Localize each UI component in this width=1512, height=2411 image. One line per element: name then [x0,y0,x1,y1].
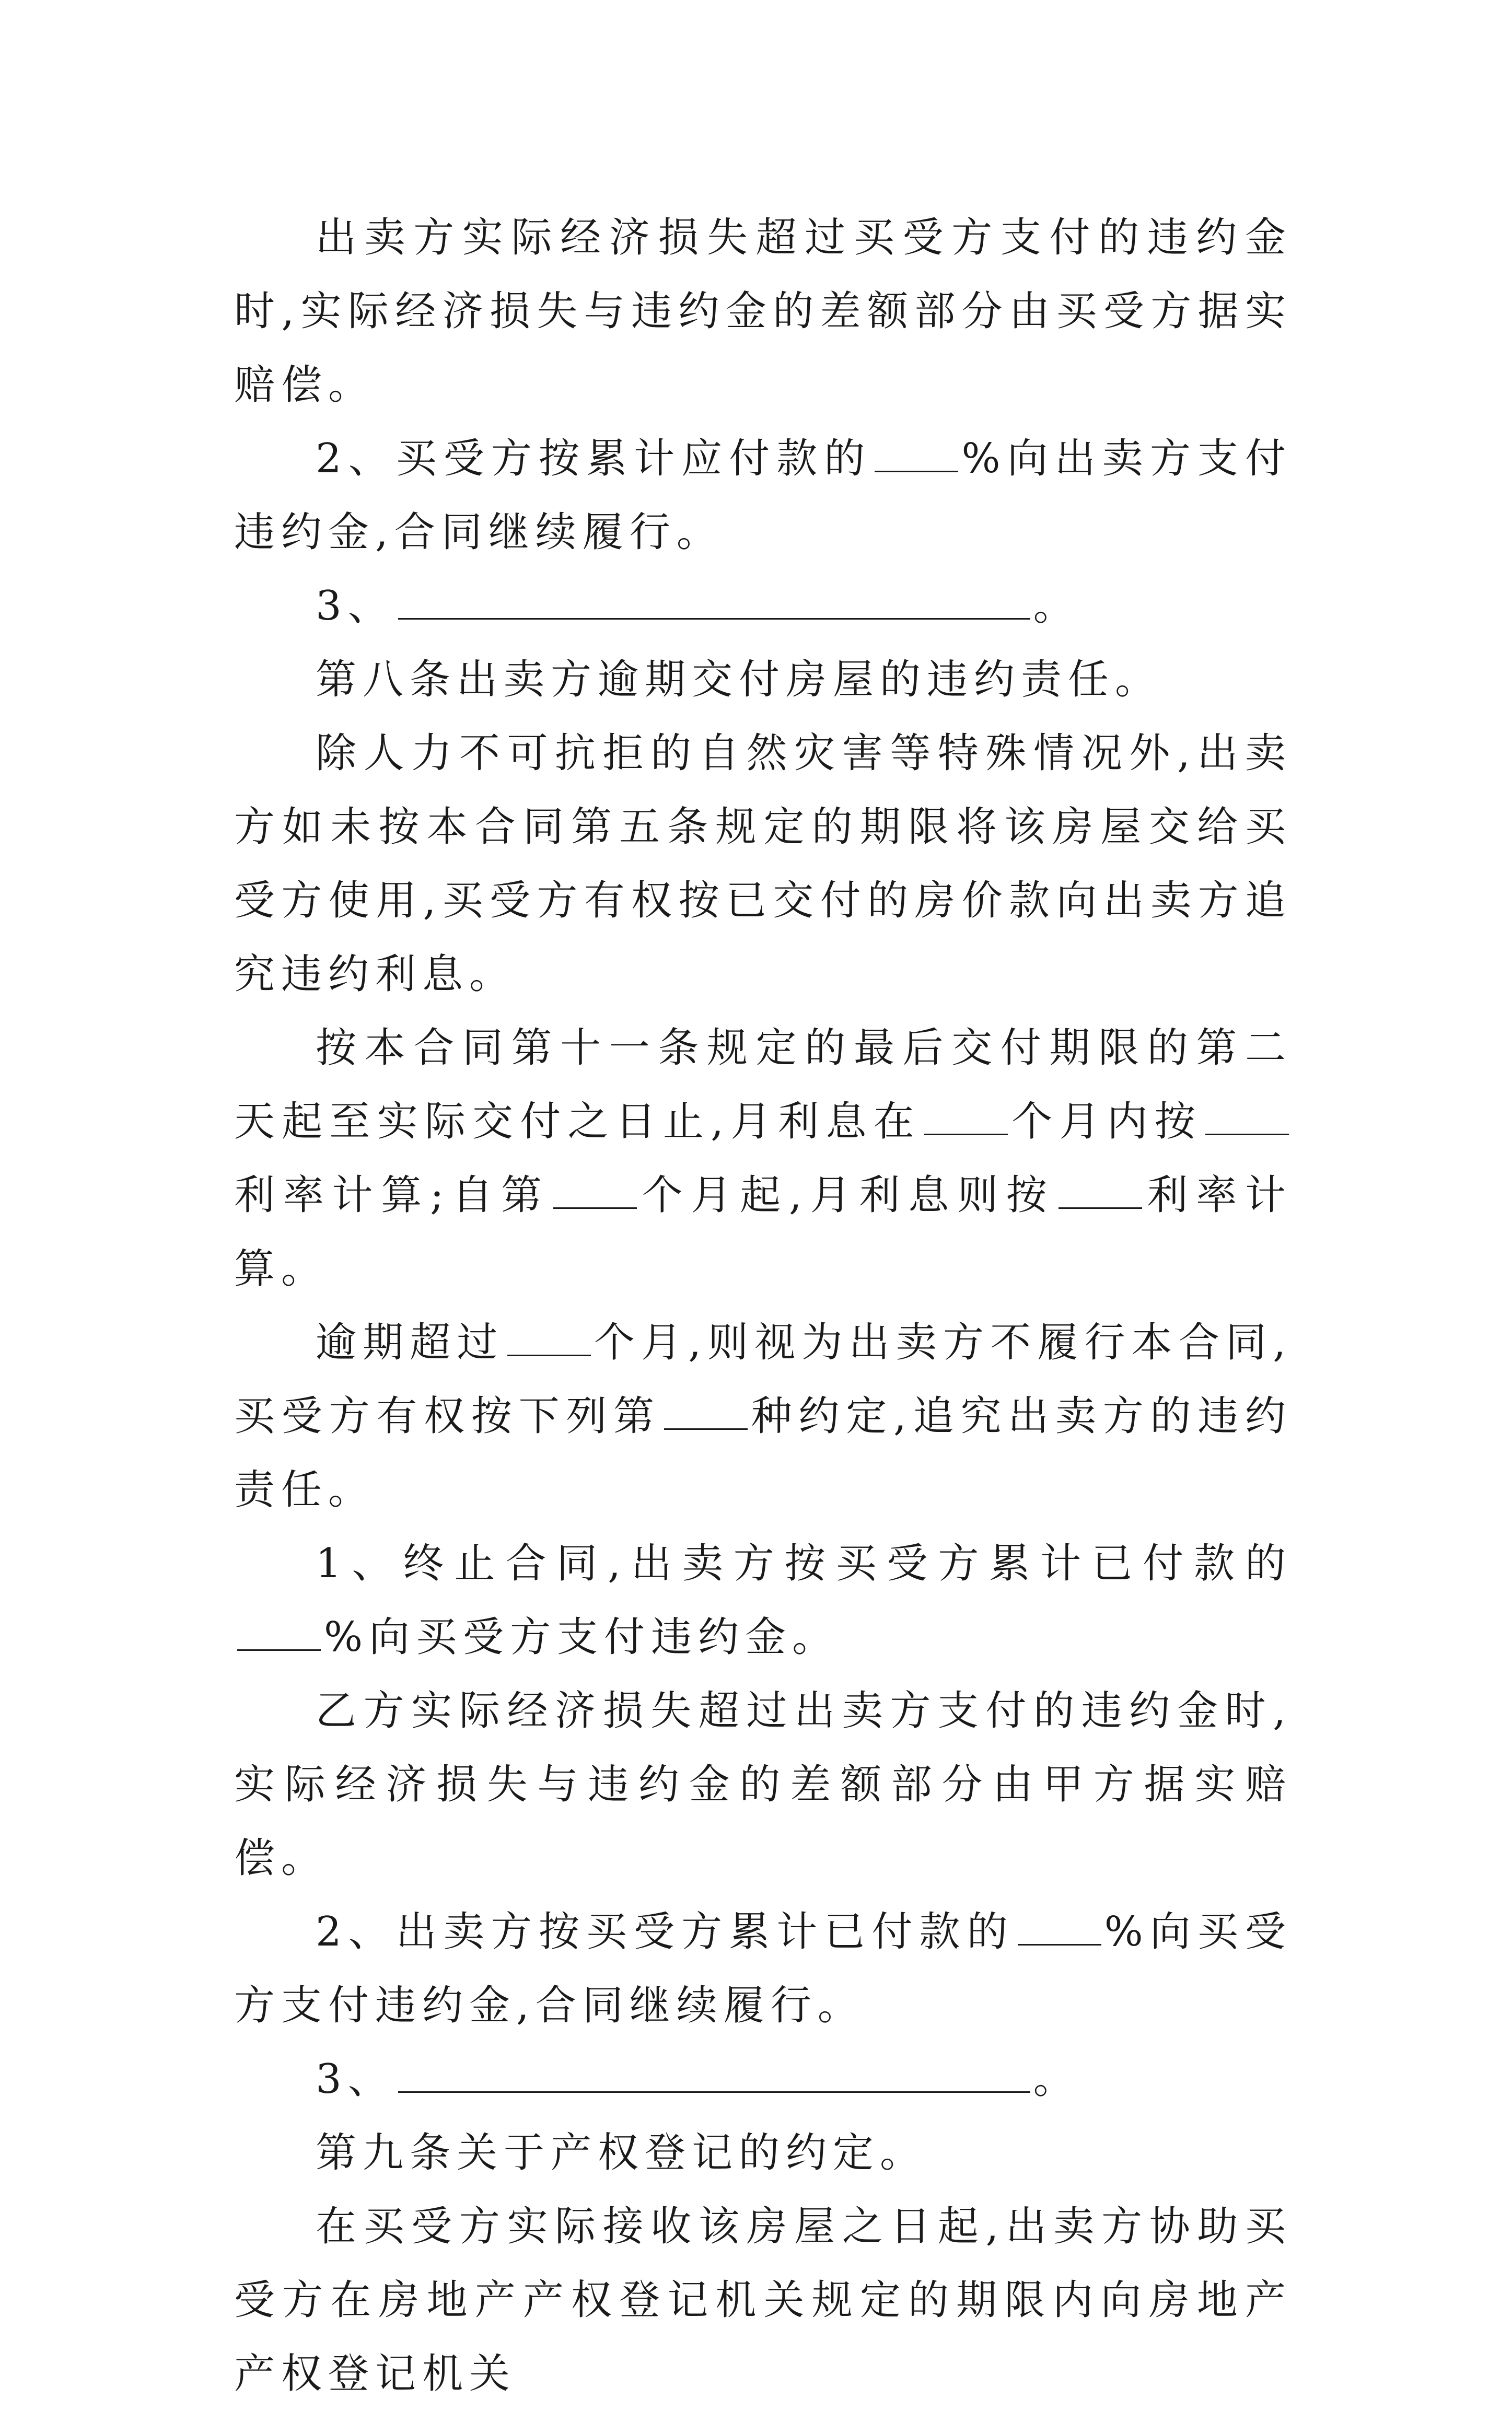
paragraph-text: 1、终止合同,出卖方按买受方累计已付款的 [316,1540,1292,1587]
paragraph-5 [234,717,1292,1011]
paragraph-text: 个月,则视为出卖方不履行本合同,买受方有权按下列第 [234,1319,1292,1440]
paragraph-13 [234,2190,1292,2411]
paragraph-text: 2、买受方按累计应付款的 [316,435,872,482]
fill-in-blank [237,1613,321,1651]
paragraph-1 [234,201,1292,422]
fill-in-blank [507,1318,591,1356]
paragraph-text: 3、 [316,2056,395,2103]
paragraph-12 [234,2116,1292,2190]
paragraph-text: 种约定,追究出卖方的违约责任。 [234,1393,1292,1513]
fill-in-blank [553,1171,637,1209]
paragraph-11 [234,2043,1292,2116]
paragraph-text: 乙方实际经济损失超过出卖方支付的违约金时,实际经济损失与违约金的差额部分由甲方据实赔偿。 [234,1687,1292,1882]
fill-in-blank [875,434,958,472]
paragraph-text: 利率计算;自第 [234,1172,550,1219]
paragraph-8 [234,1527,1292,1674]
paragraph-text: 按本合同第十一条规定的最后交付期限的第二天起至实际交付之日止,月利息在 [234,1024,1292,1145]
fill-in-blank [398,581,1030,620]
paragraph-text: 个月内按 [1010,1098,1202,1145]
paragraph-text: 3、 [316,583,395,630]
paragraph-10 [234,1895,1292,2043]
fill-in-blank [924,1097,1008,1135]
paragraph-text: 逾期超过 [316,1319,504,1366]
contract-text-column [234,201,1292,2411]
paragraph-text: %向出卖方支付违约金,合同继续履行。 [234,435,1292,556]
paragraph-2 [234,422,1292,569]
paragraph-text: 除人力不可抗拒的自然灾害等特殊情况外,出卖方如未按本合同第五条规定的期限将该房屋交给买受方使用,买受方有权按已交付的房价款向出卖方追究违约利息。 [234,730,1292,998]
paragraph-text: 。 [1033,583,1080,630]
paragraph-text: %向买受方支付违约金,合同继续履行。 [234,1908,1292,2029]
paragraph-text: 利率计算。 [234,1172,1292,1292]
paragraph-text: 2、出卖方按买受方累计已付款的 [316,1908,1015,1955]
paragraph-6 [234,1011,1292,1306]
paragraph-3 [234,569,1292,643]
fill-in-blank [664,1392,748,1430]
paragraph-text: 。 [1033,2056,1080,2103]
paragraph-9 [234,1674,1292,1895]
paragraph-text: 在买受方实际接收该房屋之日起,出卖方协助买受方在房地产产权登记机关规定的期限内向房地产产权登记机关 [234,2203,1292,2397]
paragraph-7 [234,1306,1292,1527]
paragraph-text: %向买受方支付违约金。 [324,1614,840,1661]
fill-in-blank [1018,1907,1101,1946]
paragraph-text: 出卖方实际经济损失超过买受方支付的违约金时,实际经济损失与违约金的差额部分由买受方据实赔偿。 [234,214,1292,409]
paragraph-text: 第九条关于产权登记的约定。 [316,2129,927,2176]
paragraph-4 [234,643,1292,717]
paragraph-text: 第八条出卖方逾期交付房屋的违约责任。 [316,656,1162,703]
fill-in-blank [398,2055,1030,2093]
paragraph-text: 个月起,月利息则按 [639,1172,1055,1219]
fill-in-blank [1059,1171,1142,1209]
fill-in-blank [1205,1097,1289,1135]
